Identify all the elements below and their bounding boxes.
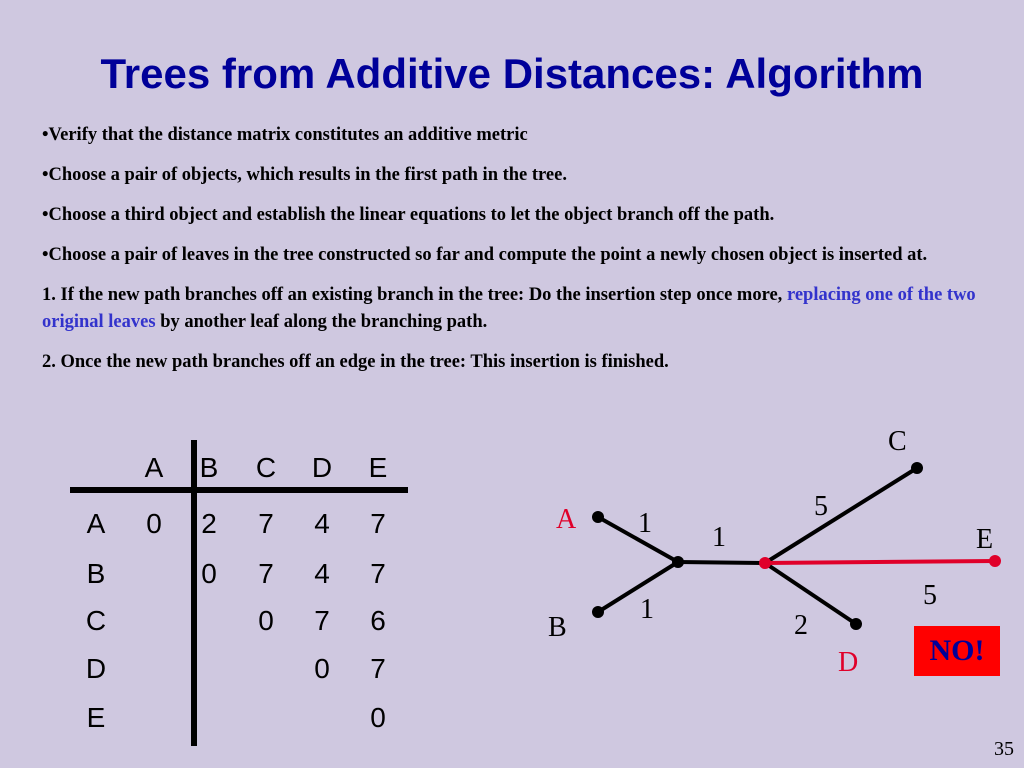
matrix-col-header: B <box>199 452 219 483</box>
matrix-row-header: E <box>86 702 106 733</box>
node-c <box>911 462 923 474</box>
node-a <box>592 511 604 523</box>
matrix-cell: 7 <box>370 653 386 684</box>
node-d <box>850 618 862 630</box>
matrix-cell: 0 <box>370 702 386 733</box>
page-number: 35 <box>994 738 1014 760</box>
matrix-col-header: C <box>255 452 277 483</box>
no-verdict-badge: NO! <box>914 626 1000 676</box>
distance-matrix <box>70 440 410 750</box>
node-internal-1 <box>672 556 684 568</box>
edge-internal <box>678 562 765 563</box>
matrix-row-header: B <box>86 558 106 589</box>
step-2: 2. Once the new path branches off an edge in the tree: This insertion is finished. <box>42 352 669 372</box>
matrix-col-header: A <box>144 452 164 483</box>
matrix-col-header: D <box>311 452 333 483</box>
bullet-1: •Verify that the distance matrix constitutes an additive metric <box>42 125 528 145</box>
node-b <box>592 606 604 618</box>
node-e <box>989 555 1001 567</box>
weight-internal: 1 <box>712 522 726 553</box>
matrix-cell: 0 <box>258 605 274 636</box>
weight-d: 2 <box>794 610 808 641</box>
weight-a: 1 <box>638 508 652 539</box>
leaf-label-b: B <box>548 612 567 643</box>
matrix-cell: 7 <box>370 508 386 539</box>
leaf-label-c: C <box>888 426 907 457</box>
matrix-cell: 0 <box>314 653 330 684</box>
matrix-cell: 4 <box>314 558 330 589</box>
leaf-label-a: A <box>556 504 577 535</box>
weight-c: 5 <box>814 491 828 522</box>
bullet-2: •Choose a pair of objects, which results in the first path in the tree. <box>42 165 567 185</box>
leaf-label-e: E <box>976 524 994 555</box>
edge-d <box>765 563 856 624</box>
matrix-cell: 7 <box>258 558 274 589</box>
matrix-cell: 0 <box>146 508 162 539</box>
step-1-text: 1. If the new path branches off an existing branch in the tree: Do the insertion step once more, <box>42 285 783 305</box>
matrix-row-header: A <box>86 508 106 539</box>
node-internal-2 <box>759 557 771 569</box>
matrix-cell: 4 <box>314 508 330 539</box>
matrix-row-header: C <box>85 605 107 636</box>
matrix-vertical-rule <box>191 440 197 746</box>
weight-b: 1 <box>640 594 654 625</box>
step-1-highlight: replacing one of the two original leaves <box>42 285 976 332</box>
step-1-rest: by another leaf along the branching path. <box>155 312 488 332</box>
matrix-cell: 7 <box>314 605 330 636</box>
slide-title: Trees from Additive Distances: Algorithm <box>100 50 924 97</box>
matrix-row-header: D <box>85 653 107 684</box>
edge-e <box>765 561 995 563</box>
leaf-label-d: D <box>838 647 859 678</box>
matrix-cell: 7 <box>370 558 386 589</box>
matrix-cell: 6 <box>370 605 386 636</box>
matrix-cell: 2 <box>201 508 217 539</box>
matrix-horizontal-rule <box>70 487 408 493</box>
matrix-cell: 0 <box>201 558 217 589</box>
bullet-list <box>42 122 1002 389</box>
weight-e: 5 <box>923 580 937 611</box>
matrix-cell: 7 <box>258 508 274 539</box>
edge-b <box>598 562 678 612</box>
edge-c <box>765 468 917 563</box>
bullet-3: •Choose a third object and establish the linear equations to let the object branch off the path. <box>42 205 775 225</box>
step-1 <box>42 282 1002 336</box>
matrix-col-header: E <box>368 452 388 483</box>
bullet-4: •Choose a pair of leaves in the tree constructed so far and compute the point a newly chosen object is inserted at. <box>42 245 928 265</box>
